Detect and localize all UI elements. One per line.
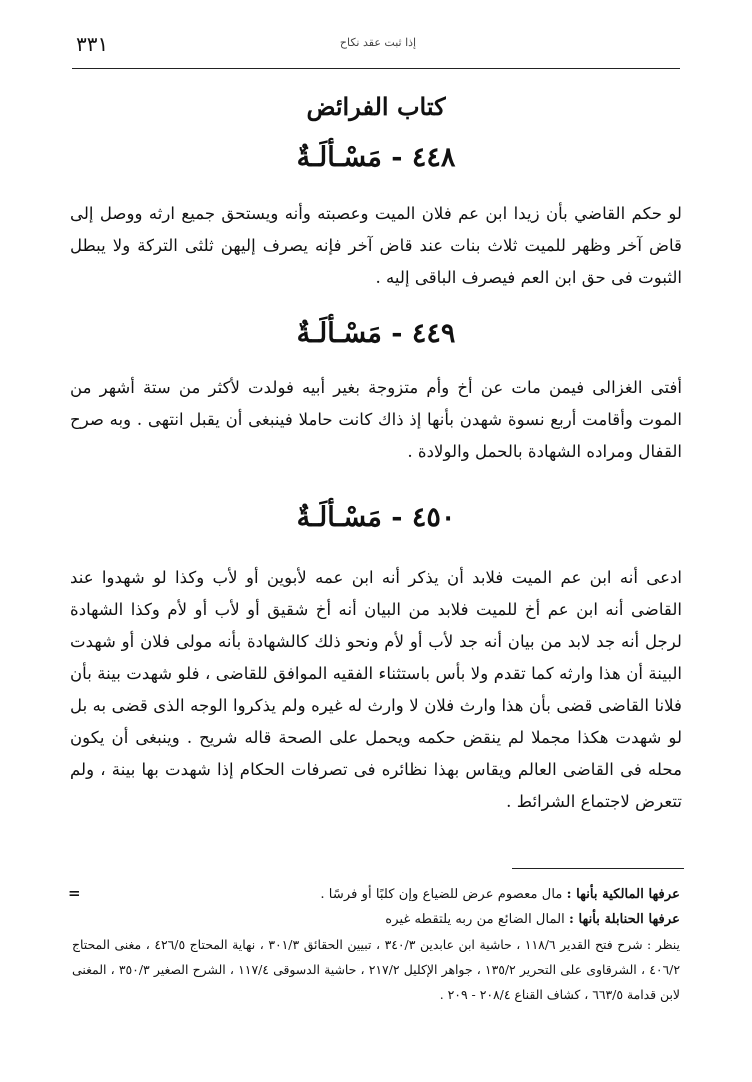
footnote-references: ينظر : شرح فتح القدير ١١٨/٦ ، حاشية ابن عابدين ٣٤٠/٣ ، تبيين الحقائق ٣٠١/٣ ، نهاية المحتاج ٤٢٦/٥ ، مغنى المحتاج ٤٠٦/٢ ، الشرقاوى على التحرير ١٣٥/٢ ، جواهر الإكليل ٢١٧/٢ ، حاشية الدسوقى ١١٧/٤ ، الشرح الصغير ٣٥٠/٣ ، المغنى لابن قدامة ٦٦٣/٥ ، كشاف القناع ٢٠٨/٤ - ٢٠٩ . bbox=[72, 937, 680, 1002]
footnote-maliki-text: مال معصوم عرض للضياع وإن كلبًا أو فرسًا . bbox=[320, 887, 563, 902]
footnote-rule bbox=[512, 868, 684, 869]
issue-450-body bbox=[70, 562, 682, 818]
footnote-maliki bbox=[72, 882, 680, 907]
issue-449-paragraph: أفتى الغزالى فيمن مات عن أخ وأم متزوجة بغير أبيه فولدت لأكثر من ستة أشهر من الموت وأقامت أربع نسوة شهدن بأنها إذ ذاك كانت حاملا فينبغى أن يقبل انتهى . وبه صرح القفال ومراده الشهادة بالحمل والولادة . bbox=[70, 378, 682, 461]
issue-448-paragraph: لو حكم القاضي بأن زيدا ابن عم فلان الميت وعصبته وأنه ويستحق جميع ارثه ووصل إلى قاض آخر وظهر للميت ثلاث بنات عند قاض آخر فإنه يصرف إليهن ثلثى التركة ولا يبطل الثبوت فى حق ابن العم فيصرف الباقى إليه . bbox=[70, 204, 682, 287]
issue-heading-449: ٤٤٩ - مَسْـألَـةٌ bbox=[296, 318, 456, 349]
running-title: إذا ثبت عقد نكاح bbox=[339, 36, 417, 49]
issue-heading-448: ٤٤٨ - مَسْـألَـةٌ bbox=[296, 142, 456, 173]
footnote-hanbali-text: المال الضائع من ربه يلتقطه غيره bbox=[385, 912, 565, 927]
footnote-continuation-mark: = bbox=[68, 884, 81, 902]
header-rule bbox=[72, 68, 680, 69]
chapter-title: كتاب الفرائض bbox=[306, 92, 446, 121]
issue-heading-450: ٤٥٠ - مَسْـألَـةٌ bbox=[296, 502, 456, 533]
issue-449-body bbox=[70, 372, 682, 468]
running-head bbox=[76, 28, 680, 60]
footnotes bbox=[72, 882, 680, 1007]
footnote-maliki-label: عرفها المالكية بأنها : bbox=[566, 887, 680, 902]
issue-450-paragraph: ادعى أنه ابن عم الميت فلابد أن يذكر أنه ابن عمه لأبوين أو لأب وكذا لو شهدوا عند القاضى أنه ابن عم أخ للميت فلابد من البيان أنه أخ شقيق أو لأب أو لأم وكذا الشهادة لرجل أنه جد لابد من بيان أنه جد لأب أو لأم ونحو ذلك كالشهادة بأنه مولى فلان أو شهدت البينة أن هذا وارثه كما تقدم ولا بأس باستثناء الفقيه الموافق للقاضى ، فلو شهدت بينة بأن فلانا القاضى قضى بأن هذا وارث فلان لا وارث له غيره ولم يذكروا الوجه الذى قضى به بل لو شهدت هكذا مجملا لم ينقض حكمه ويحمل على الصحة قاله شريح . وينبغى أن يكون محله فى القاضى العالم ويقاس بهذا نظائره فى تصرفات الحكام إذا شهدت بها بينة ، ولم تتعرض لاجتماع الشرائط . bbox=[70, 568, 682, 811]
issue-448-body bbox=[70, 198, 682, 294]
footnote-hanbali bbox=[72, 907, 680, 932]
footnote-hanbali-label: عرفها الحنابلة بأنها : bbox=[569, 912, 680, 927]
page-number: ٣٣١ bbox=[76, 32, 109, 56]
